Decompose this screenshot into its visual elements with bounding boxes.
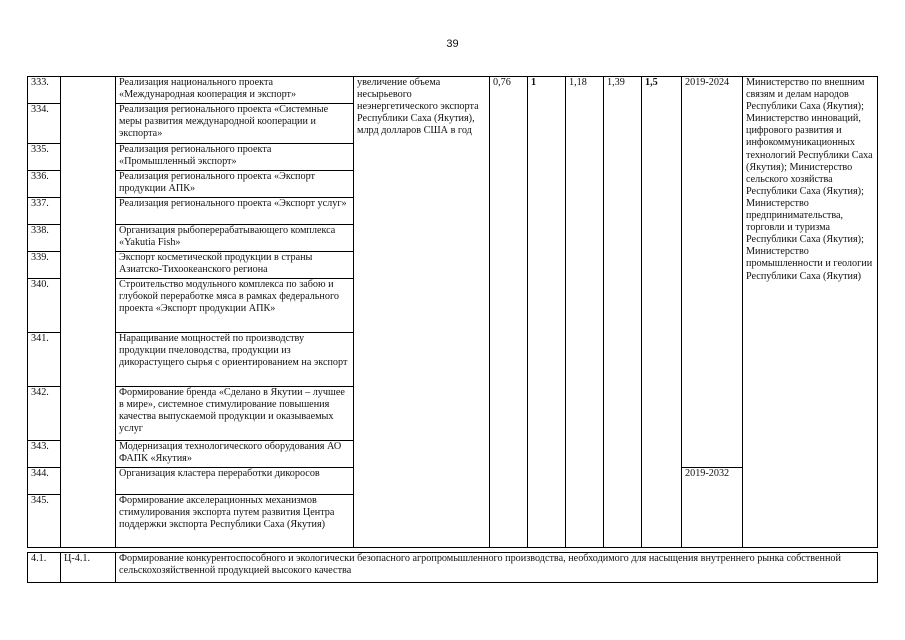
row-number: 345. [28, 495, 61, 548]
measure-text: Экспорт косметической продукции в страны Азиатско-Тихоокеанского региона [116, 252, 354, 279]
measure-text: Модернизация технологического оборудования АО ФАПК «Якутия» [116, 441, 354, 468]
table-row [28, 77, 878, 104]
value-2019: 0,76 [490, 77, 528, 548]
row-number: 337. [28, 198, 61, 225]
row-number: 343. [28, 441, 61, 468]
row-number: 338. [28, 225, 61, 252]
measure-text: Организация кластера переработки дикоросов [116, 468, 354, 495]
row-number: 341. [28, 333, 61, 387]
measure-text: Формирование бренда «Сделано в Якутии – лучшее в мире», системное стимулирование повышения качества выпускаемой продукции и оказываемых услуг [116, 387, 354, 441]
value-2021: 1,18 [566, 77, 604, 548]
row-number: 340. [28, 279, 61, 333]
page-number: 39 [446, 38, 459, 50]
code-cell [61, 77, 116, 548]
indicator-cell: увеличение объема несырьевого неэнергетического экспорта Республики Саха (Якутия), млрд долларов США в год [354, 77, 490, 548]
row-number: 344. [28, 468, 61, 495]
period-cell: 2019-2024 [682, 77, 743, 468]
value-2022: 1,39 [604, 77, 642, 548]
value-2020: 1 [528, 77, 566, 548]
measure-text: Наращивание мощностей по производству продукции пчеловодства, продукции из дикорастущего сырья с ориентированием на экспорт [116, 333, 354, 387]
measure-text: Формирование акселерационных механизмов стимулирования экспорта путем развития Центра поддержки экспорта Республики Саха (Якутия) [116, 495, 354, 548]
measure-text: Реализация регионального проекта «Экспорт продукции АПК» [116, 171, 354, 198]
measures-table-wrapper [27, 76, 878, 583]
section-code: Ц-4.1. [61, 553, 116, 583]
measure-text: Реализация регионального проекта «Экспорт услуг» [116, 198, 354, 225]
responsible-cell: Министерство по внешним связям и делам народов Республики Саха (Якутия); Министерство инноваций, цифрового развития и инфокоммуникационных технологий Республики Саха (Якутия); Министерство сельского хозяйства Республики Саха (Якутия); Министерство предпринимательства, торговли и туризма Республики Саха (Якутия); Министерство промышленности и геологии Республики Саха (Якутия) [743, 77, 878, 548]
measure-text: Реализация регионального проекта «Системные меры развития международной кооперации и экспорта» [116, 104, 354, 144]
section-text: Формирование конкурентоспособного и экологически безопасного агропромышленного производства, необходимого для насыщения внутреннего рынка собственной сельскохозяйственной продукцией высокого качества [116, 553, 878, 583]
measure-text: Организация рыбоперерабатывающего комплекса «Yakutia Fish» [116, 225, 354, 252]
row-number: 339. [28, 252, 61, 279]
measure-text: Строительство модульного комплекса по забою и глубокой переработке мяса в рамках федерального проекта «Экспорт продукции АПК» [116, 279, 354, 333]
section-number: 4.1. [28, 553, 61, 583]
row-number: 333. [28, 77, 61, 104]
row-number: 342. [28, 387, 61, 441]
period-cell-2: 2019-2032 [682, 468, 743, 548]
row-number: 334. [28, 104, 61, 144]
measure-text: Реализация регионального проекта «Промышленный экспорт» [116, 144, 354, 171]
row-number: 335. [28, 144, 61, 171]
measures-table [27, 76, 878, 583]
value-2024: 1,5 [642, 77, 682, 548]
section-row [28, 553, 878, 583]
measure-text: Реализация национального проекта «Международная кооперация и экспорт» [116, 77, 354, 104]
row-number: 336. [28, 171, 61, 198]
